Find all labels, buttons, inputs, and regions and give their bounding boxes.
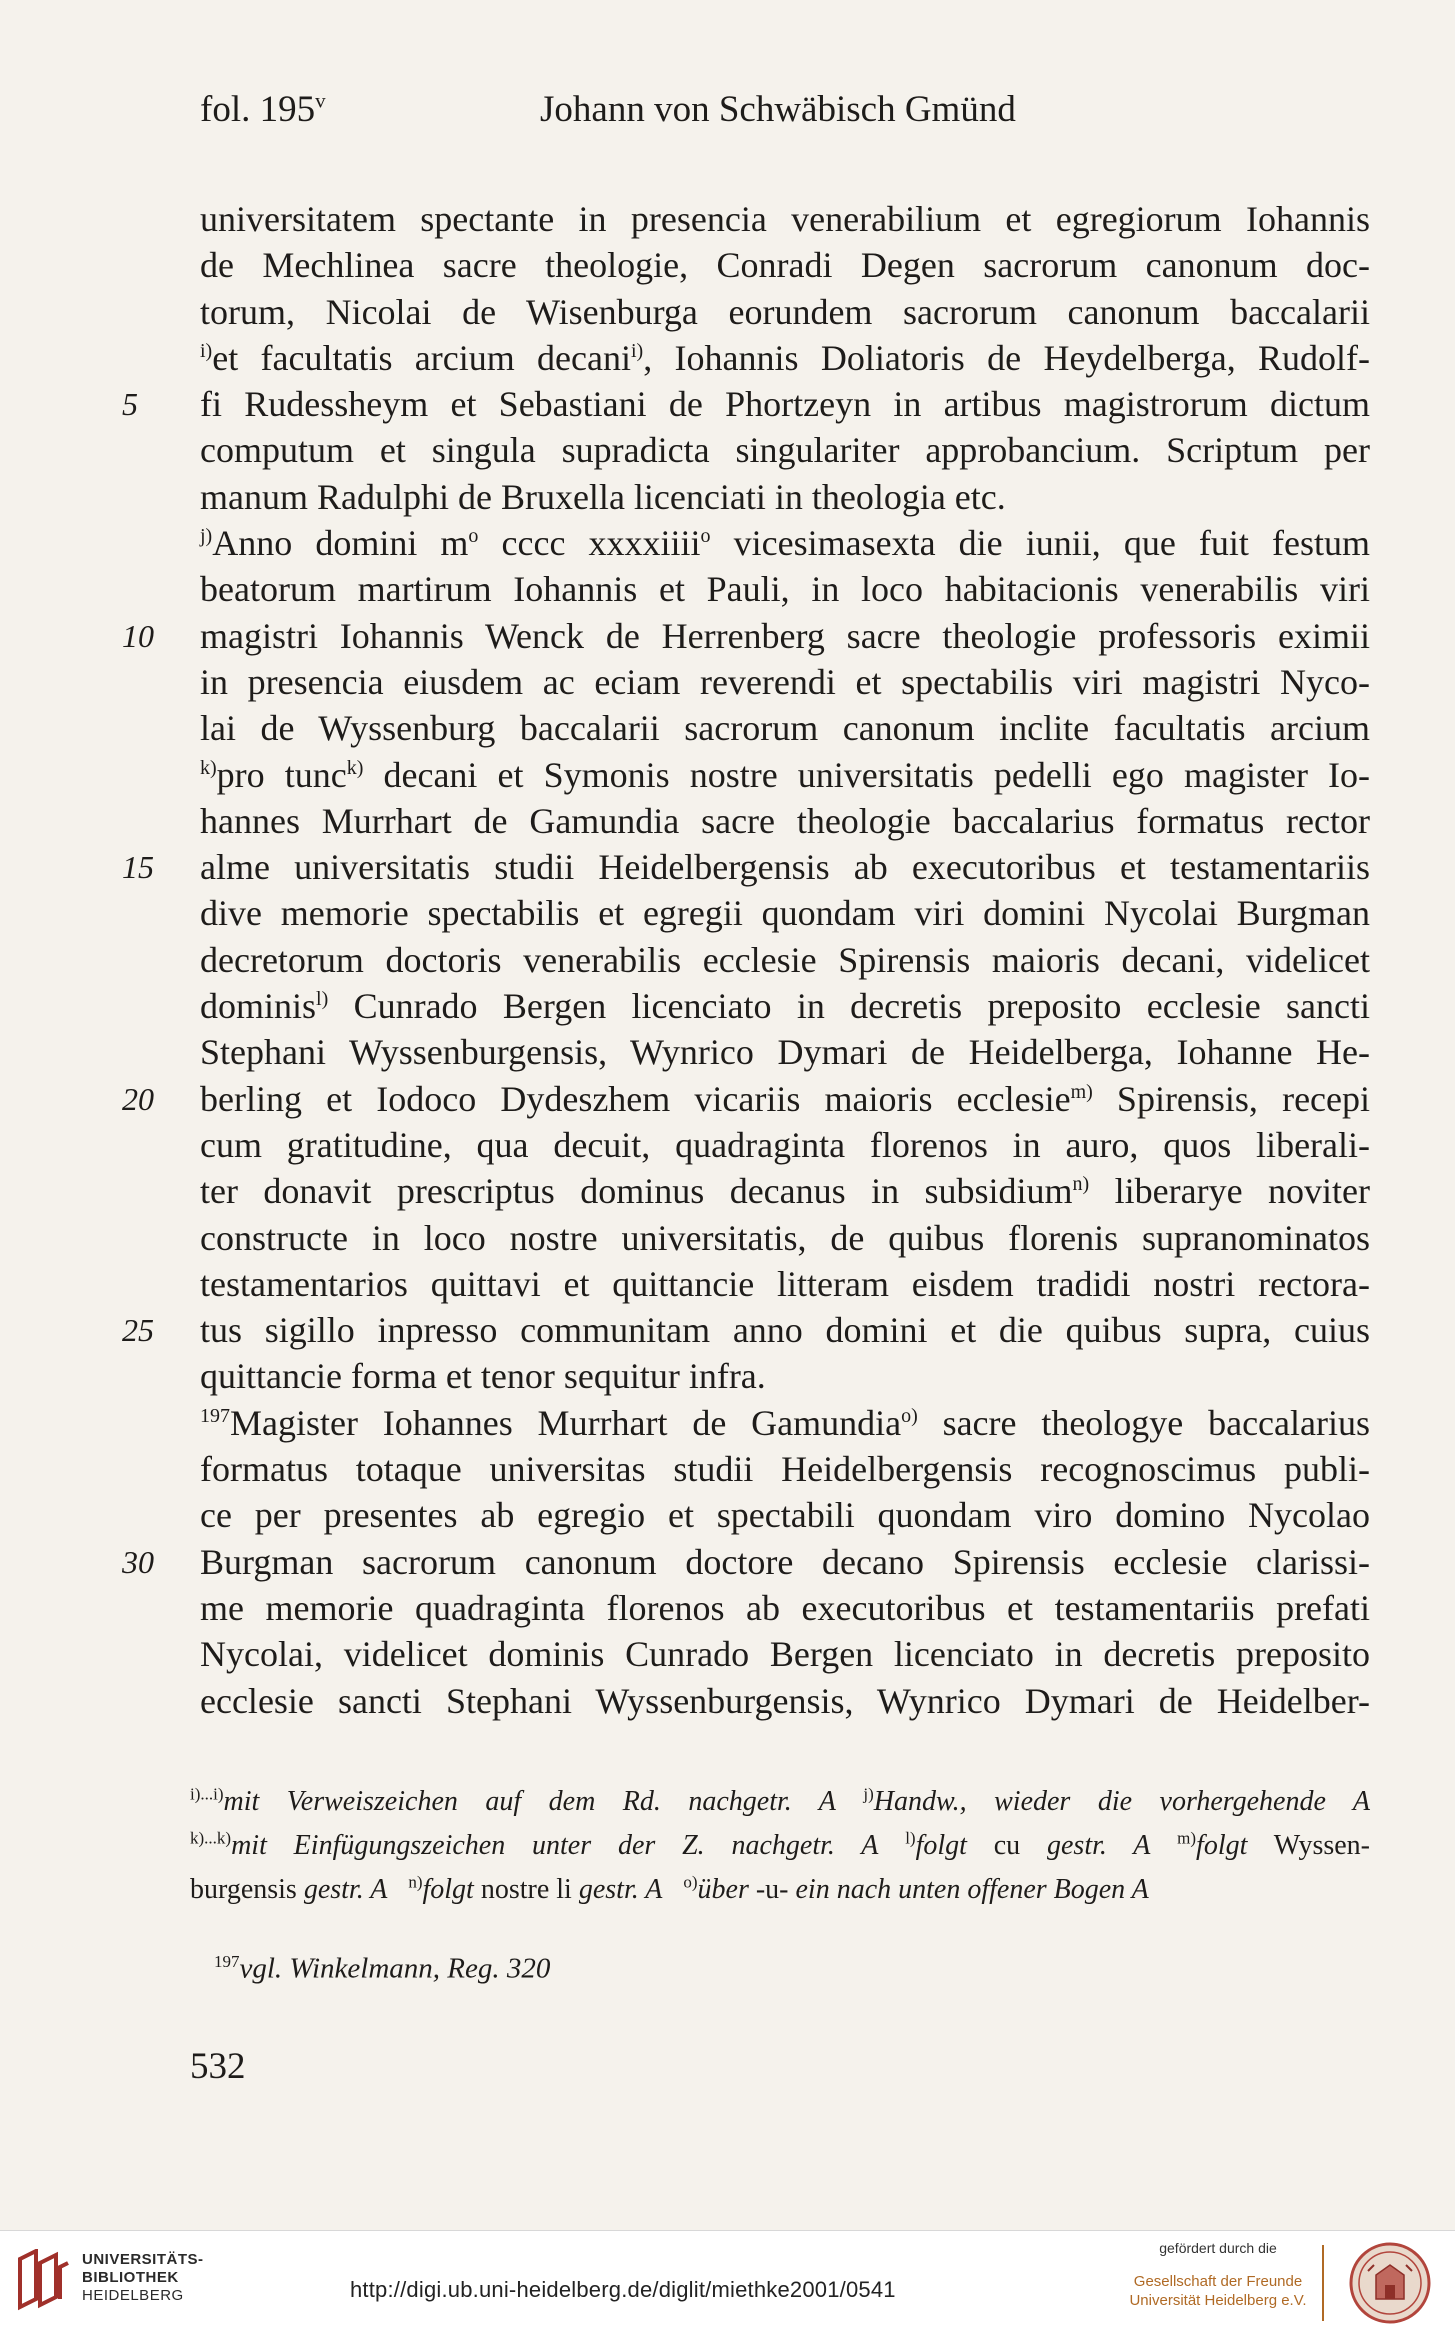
line-text: formatus totaque universitas studii Heidelbergensis recognoscimus publi- (200, 1449, 1370, 1490)
text-line (200, 983, 1370, 1029)
running-header (200, 88, 1016, 131)
footnote-marker: k) (200, 756, 217, 779)
text-line (200, 705, 1370, 751)
line-text: manum Radulphi de Bruxella licenciati in theologia etc. (200, 476, 1006, 517)
line-text: Cunrado Bergen licenciato in decretis preposito ecclesie sancti (328, 986, 1370, 1027)
viewer-footer (0, 2230, 1455, 2331)
text-line (200, 242, 1370, 288)
line-number: 10 (122, 617, 154, 654)
text-line (200, 1631, 1370, 1677)
text-line (200, 335, 1370, 381)
line-text: ce per presentes ab egregio et spectabili quondam viro domino Nycolao (200, 1495, 1370, 1536)
line-text: cum gratitudine, qua decuit, quadraginta florenos in auro, quos liberali- (200, 1124, 1370, 1165)
text-line (200, 1446, 1370, 1492)
line-text: liberarye noviter (1089, 1171, 1370, 1212)
footnote-marker: i) (631, 339, 644, 362)
text-line (122, 1307, 1370, 1353)
line-text: Magister Iohannes Murrhart de Gamundia (230, 1402, 902, 1443)
line-text: me memorie quadraginta florenos ab executoribus et testamentariis prefati (200, 1587, 1370, 1628)
line-number: 30 (122, 1543, 154, 1580)
historical-note: $^{197}$vgl. Winkelmann, Reg. 320 (214, 1952, 551, 1985)
folio-label: fol. 195$^v$ (200, 88, 326, 130)
text-line (200, 1261, 1370, 1307)
line-text: Burgman sacrorum canonum doctore decano Spirensis ecclesie clarissi- (200, 1541, 1370, 1582)
footnote-marker: l) (316, 988, 329, 1011)
text-line (200, 196, 1370, 242)
footnote-marker: o (700, 525, 711, 548)
line-text: berling et Iodoco Dydeszhem vicariis maioris ecclesie (200, 1078, 1071, 1119)
footnote-line: $^{i)...i)}$mit Verweiszeichen auf dem Rd. nachgetr. A $^{j)}$Handw., wieder die vorhergehende A (190, 1784, 1370, 1817)
text-line (200, 1215, 1370, 1261)
sponsor-credit[interactable]: gefördert durch die Gesellschaft der Freunde Universität Heidelberg e.V. (1129, 2240, 1307, 2309)
text-line (200, 520, 1370, 566)
text-line (200, 937, 1370, 983)
line-text: Stephani Wyssenburgensis, Wynrico Dymari de Heidelberga, Iohanne He- (200, 1032, 1370, 1073)
text-line (200, 289, 1370, 335)
text-line (200, 1678, 1370, 1724)
line-number: 20 (122, 1080, 154, 1117)
footnote-marker: m) (1070, 1080, 1093, 1103)
line-text: et facultatis arcium decani (212, 337, 631, 378)
line-text: torum, Nicolai de Wisenburga eorundem sacrorum canonum baccalarii (200, 291, 1370, 332)
line-text: ter donavit prescriptus dominus decanus in subsidium (200, 1171, 1073, 1212)
footnote-marker: i) (200, 339, 213, 362)
text-line (200, 566, 1370, 612)
running-title: Johann von Schwäbisch Gmünd (540, 89, 1016, 130)
text-line (200, 1353, 1370, 1399)
text-line (200, 1492, 1370, 1538)
line-text: magistri Iohannis Wenck de Herrenberg sacre theologie professoris eximii (200, 615, 1370, 656)
line-text: beatorum martirum Iohannis et Pauli, in loco habitacionis venerabilis viri (200, 569, 1370, 610)
line-number: 25 (122, 1312, 154, 1349)
line-number: 15 (122, 849, 154, 886)
line-text: universitatem spectante in presencia venerabilium et egregiorum Iohannis (200, 199, 1370, 239)
page-number: 532 (190, 2046, 246, 2087)
line-text: decretorum doctoris venerabilis ecclesie Spirensis maioris decani, videlicet (200, 939, 1370, 980)
text-line (122, 844, 1370, 890)
text-line (200, 752, 1370, 798)
line-text: Nycolai, videlicet dominis Cunrado Bergen licenciato in decretis preposito (200, 1634, 1370, 1675)
footnote-marker: n) (1072, 1173, 1090, 1196)
line-text: de Mechlinea sacre theologie, Conradi Degen sacrorum canonum doc- (200, 245, 1370, 286)
line-text: , Iohannis Doliatoris de Heydelberga, Rudolf- (643, 337, 1371, 378)
line-text: tus sigillo inpresso communitam anno domini et die quibus supra, cuius (200, 1310, 1370, 1351)
line-text: dominis (200, 986, 317, 1027)
footnote-line: $^{k)...k)}$mit Einfügungszeichen unter der Z. nachgetr. A $^{l)}$folgt cu gestr. A $^{m)}$folgt Wyssen- (190, 1828, 1370, 1861)
text-line (200, 1168, 1370, 1214)
university-seal-icon (1338, 2241, 1442, 2325)
line-text: in presencia eiusdem ac eciam reverendi et spectabilis viri magistri Nyco- (200, 661, 1370, 702)
line-text: testamentarios quittavi et quittancie litteram eisdem tradidi nostri rectora- (200, 1263, 1370, 1304)
line-number: 5 (122, 386, 138, 423)
text-line (122, 1076, 1370, 1122)
line-text: quittancie forma et tenor sequitur infra. (200, 1356, 766, 1397)
line-text: ecclesie sancti Stephani Wyssenburgensis, Wynrico Dymari de Heidelber- (200, 1680, 1370, 1721)
line-text: hannes Murrhart de Gamundia sacre theologie baccalarius formatus rector (200, 800, 1370, 841)
line-text: constructe in loco nostre universitatis, de quibus florenis supranominatos (200, 1217, 1370, 1258)
line-text: fi Rudessheym et Sebastiani de Phortzeyn in artibus magistrorum dictum (200, 384, 1370, 425)
text-line (200, 1122, 1370, 1168)
text-line (122, 613, 1370, 659)
library-name[interactable]: UNIVERSITÄTS- BIBLIOTHEK HEIDELBERG (82, 2251, 204, 2304)
footnote-line: burgensis gestr. A $^{n)}$folgt nostre li gestr. A $^{o)}$über -u- ein nach unten offener Bogen A (190, 1872, 1149, 1905)
text-line (200, 427, 1370, 473)
line-text: computum et singula supradicta singulariter approbancium. Scriptum per (200, 430, 1370, 471)
line-text: cccc xxxxiiii (478, 523, 701, 564)
text-line (200, 1585, 1370, 1631)
line-text: alme universitatis studii Heidelbergensis ab executoribus et testamentariis (200, 847, 1370, 888)
line-text: pro tunc (216, 754, 347, 795)
line-text: vicesimasexta die iunii, que fuit festum (710, 523, 1370, 564)
text-line (200, 659, 1370, 705)
footnote-marker: k) (346, 756, 364, 779)
line-text: dive memorie spectabilis et egregii quondam viri domini Nycolai Burgman (200, 893, 1370, 934)
line-text: Spirensis, recepi (1092, 1078, 1370, 1119)
permalink-url[interactable]: http://digi.ub.uni-heidelberg.de/diglit/miethke2001/0541 (350, 2277, 896, 2302)
text-line (200, 890, 1370, 936)
text-line (200, 474, 1370, 520)
footer-divider (1322, 2245, 1324, 2321)
text-line (200, 1400, 1370, 1446)
footnote-marker: 197 (200, 1404, 230, 1427)
edition-text (122, 196, 1371, 1724)
line-text: lai de Wyssenburg baccalarii sacrorum canonum inclite facultatis arcium (200, 708, 1370, 749)
footnote-marker: j) (200, 525, 213, 548)
footnote-marker: o (468, 525, 479, 548)
ub-heidelberg-logo-icon[interactable] (14, 2249, 72, 2311)
footnote-marker: o) (901, 1404, 918, 1427)
text-line (200, 1029, 1370, 1075)
text-line (200, 798, 1370, 844)
line-text: sacre theologye baccalarius (917, 1402, 1370, 1443)
line-text: Anno domini m (212, 523, 469, 564)
text-line (122, 1539, 1370, 1585)
line-text: decani et Symonis nostre universitatis pedelli ego magister Io- (363, 754, 1370, 795)
critical-apparatus (190, 1780, 1370, 1912)
text-line (122, 381, 1370, 427)
